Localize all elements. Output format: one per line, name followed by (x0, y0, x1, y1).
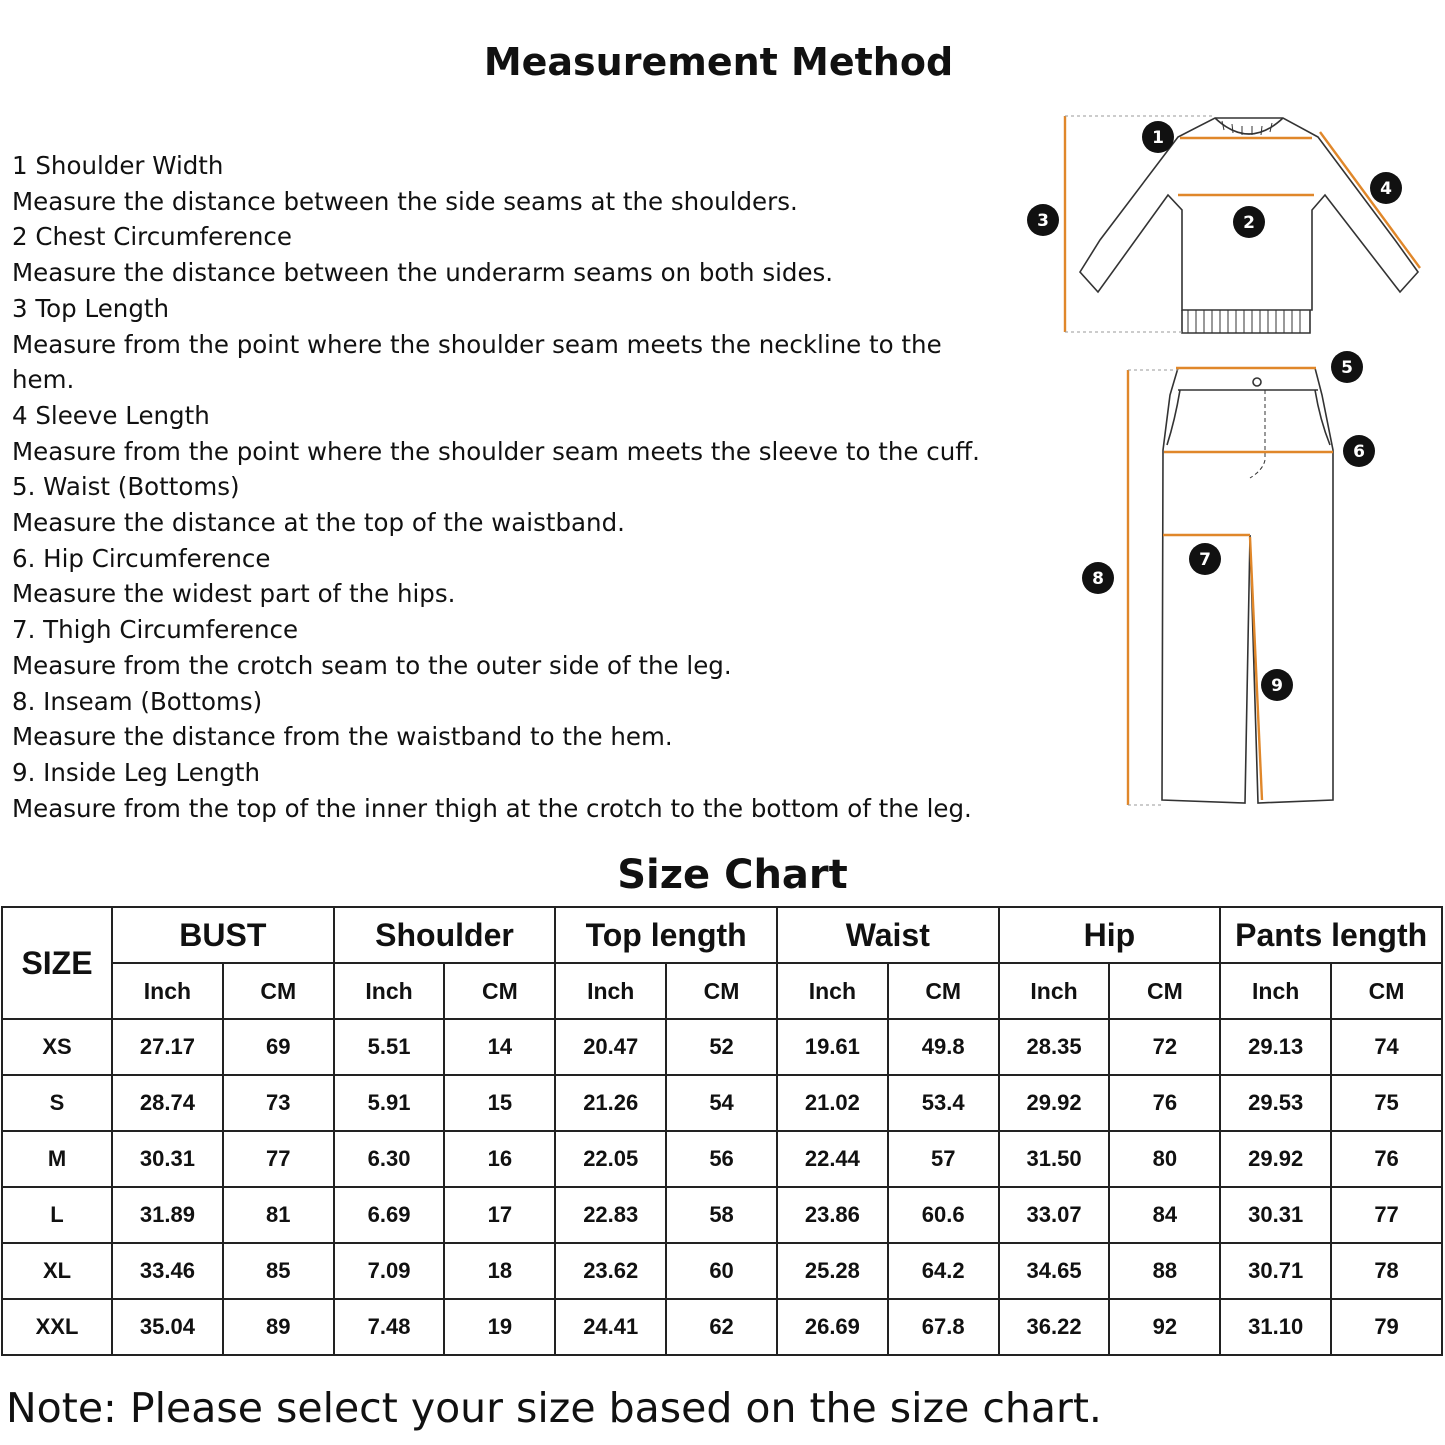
svg-text:6: 6 (1353, 442, 1365, 462)
table-cell: 67.8 (888, 1299, 999, 1355)
table-cell: 7.09 (334, 1243, 445, 1299)
table-cell: 49.8 (888, 1019, 999, 1075)
table-cell: 22.83 (555, 1187, 666, 1243)
svg-text:8: 8 (1092, 569, 1104, 589)
group-header-shoulder: Shoulder (334, 907, 556, 963)
table-cell: 62 (666, 1299, 777, 1355)
table-cell: 30.71 (1220, 1243, 1331, 1299)
size-table-body (2, 1019, 1442, 1355)
table-cell: 22.05 (555, 1131, 666, 1187)
measurement-instructions (12, 148, 1002, 826)
method-text-8: Measure the distance from the waistband to the hem. (12, 722, 673, 752)
garment-measurement-diagram (1010, 100, 1440, 820)
table-cell: 75 (1331, 1075, 1442, 1131)
unit-header-row (2, 963, 1442, 1019)
table-cell: 81 (223, 1187, 334, 1243)
table-cell: 29.13 (1220, 1019, 1331, 1075)
table-cell: 72 (1109, 1019, 1220, 1075)
unit-header: CM (666, 963, 777, 1019)
svg-text:1: 1 (1152, 128, 1164, 148)
table-cell: 76 (1109, 1075, 1220, 1131)
table-cell: 76 (1331, 1131, 1442, 1187)
badge-4-icon (1370, 172, 1402, 204)
unit-header: Inch (112, 963, 223, 1019)
table-cell: 57 (888, 1131, 999, 1187)
table-cell: 60.6 (888, 1187, 999, 1243)
group-header-pants-length: Pants length (1220, 907, 1442, 963)
method-heading-3: 3 Top Length (12, 293, 170, 323)
table-cell: 33.46 (112, 1243, 223, 1299)
table-cell: 54 (666, 1075, 777, 1131)
badge-1-icon (1142, 121, 1174, 153)
table-cell: 88 (1109, 1243, 1220, 1299)
svg-text:5: 5 (1341, 358, 1353, 378)
unit-header: CM (1109, 963, 1220, 1019)
unit-header: CM (1331, 963, 1442, 1019)
table-cell: 35.04 (112, 1299, 223, 1355)
table-cell: 24.41 (555, 1299, 666, 1355)
table-row (2, 1299, 1442, 1355)
table-row (2, 1131, 1442, 1187)
badge-8-icon (1082, 562, 1114, 594)
table-cell: 84 (1109, 1187, 1220, 1243)
table-cell: 77 (1331, 1187, 1442, 1243)
table-cell: 18 (444, 1243, 555, 1299)
table-cell: 16 (444, 1131, 555, 1187)
badge-7-icon (1189, 543, 1221, 575)
size-label-cell: L (2, 1187, 112, 1243)
table-cell: 34.65 (999, 1243, 1110, 1299)
method-text-6: Measure the widest part of the hips. (12, 579, 456, 609)
table-cell: 56 (666, 1131, 777, 1187)
table-cell: 73 (223, 1075, 334, 1131)
table-cell: 80 (1109, 1131, 1220, 1187)
table-cell: 25.28 (777, 1243, 888, 1299)
badge-3-icon (1027, 204, 1059, 236)
table-cell: 28.35 (999, 1019, 1110, 1075)
table-cell: 31.10 (1220, 1299, 1331, 1355)
badge-2-icon (1233, 206, 1265, 238)
unit-header: Inch (334, 963, 445, 1019)
table-cell: 74 (1331, 1019, 1442, 1075)
method-heading-5: 5. Waist (Bottoms) (12, 472, 240, 502)
table-cell: 29.92 (1220, 1131, 1331, 1187)
table-cell: 7.48 (334, 1299, 445, 1355)
table-row (2, 1243, 1442, 1299)
pants-measure-lines (1128, 368, 1333, 805)
table-cell: 5.91 (334, 1075, 445, 1131)
size-chart-table (1, 906, 1443, 1356)
table-row (2, 1019, 1442, 1075)
group-header-top-length: Top length (555, 907, 777, 963)
method-text-4: Measure from the point where the shoulder seam meets the sleeve to the cuff. (12, 436, 980, 466)
table-cell: 36.22 (999, 1299, 1110, 1355)
group-header-hip: Hip (999, 907, 1221, 963)
method-heading-8: 8. Inseam (Bottoms) (12, 686, 263, 716)
badge-9-icon (1261, 669, 1293, 701)
size-note: Note: Please select your size based on the size chart. (6, 1384, 1102, 1432)
table-cell: 26.69 (777, 1299, 888, 1355)
table-cell: 58 (666, 1187, 777, 1243)
method-text-9: Measure from the top of the inner thigh at the crotch to the bottom of the leg. (12, 793, 972, 823)
unit-header: CM (444, 963, 555, 1019)
table-cell: 5.51 (334, 1019, 445, 1075)
table-cell: 89 (223, 1299, 334, 1355)
table-cell: 14 (444, 1019, 555, 1075)
size-chart-title: Size Chart (617, 852, 848, 898)
table-cell: 19.61 (777, 1019, 888, 1075)
table-cell: 79 (1331, 1299, 1442, 1355)
method-text-2: Measure the distance between the underarm seams on both sides. (12, 258, 834, 288)
size-label-cell: XXL (2, 1299, 112, 1355)
table-cell: 21.26 (555, 1075, 666, 1131)
table-cell: 23.62 (555, 1243, 666, 1299)
size-label-cell: S (2, 1075, 112, 1131)
table-cell: 27.17 (112, 1019, 223, 1075)
size-label-cell: XS (2, 1019, 112, 1075)
table-cell: 69 (223, 1019, 334, 1075)
unit-header: Inch (777, 963, 888, 1019)
table-cell: 20.47 (555, 1019, 666, 1075)
unit-header: CM (888, 963, 999, 1019)
unit-header: Inch (1220, 963, 1331, 1019)
method-text-1: Measure the distance between the side seams at the shoulders. (12, 186, 798, 216)
svg-text:7: 7 (1199, 550, 1211, 570)
table-cell: 31.89 (112, 1187, 223, 1243)
table-cell: 52 (666, 1019, 777, 1075)
table-cell: 53.4 (888, 1075, 999, 1131)
size-label-cell: XL (2, 1243, 112, 1299)
table-row (2, 1187, 1442, 1243)
table-cell: 64.2 (888, 1243, 999, 1299)
table-cell: 28.74 (112, 1075, 223, 1131)
table-cell: 77 (223, 1131, 334, 1187)
badge-5-icon (1331, 351, 1363, 383)
pants-illustration (1162, 368, 1333, 803)
svg-text:4: 4 (1380, 179, 1392, 199)
table-cell: 29.92 (999, 1075, 1110, 1131)
group-header-row (2, 907, 1442, 963)
unit-header: Inch (999, 963, 1110, 1019)
method-heading-2: 2 Chest Circumference (12, 222, 292, 252)
table-cell: 19 (444, 1299, 555, 1355)
table-cell: 85 (223, 1243, 334, 1299)
group-header-waist: Waist (777, 907, 999, 963)
group-header-bust: BUST (112, 907, 334, 963)
method-text-5: Measure the distance at the top of the waistband. (12, 508, 625, 538)
table-cell: 30.31 (1220, 1187, 1331, 1243)
table-cell: 6.69 (334, 1187, 445, 1243)
method-heading-4: 4 Sleeve Length (12, 400, 210, 430)
method-heading-6: 6. Hip Circumference (12, 543, 271, 573)
table-cell: 31.50 (999, 1131, 1110, 1187)
unit-header: Inch (555, 963, 666, 1019)
table-cell: 92 (1109, 1299, 1220, 1355)
table-cell: 15 (444, 1075, 555, 1131)
svg-text:9: 9 (1271, 676, 1283, 696)
table-cell: 29.53 (1220, 1075, 1331, 1131)
badge-6-icon (1343, 435, 1375, 467)
table-cell: 78 (1331, 1243, 1442, 1299)
method-heading-1: 1 Shoulder Width (12, 151, 224, 180)
page-title: Measurement Method (483, 40, 954, 84)
size-label-cell: M (2, 1131, 112, 1187)
method-text-7: Measure from the crotch seam to the outer side of the leg. (12, 650, 732, 680)
unit-header: CM (223, 963, 334, 1019)
svg-text:2: 2 (1243, 213, 1255, 233)
size-column-header: SIZE (2, 907, 112, 1019)
table-cell: 30.31 (112, 1131, 223, 1187)
table-cell: 6.30 (334, 1131, 445, 1187)
table-row (2, 1075, 1442, 1131)
table-cell: 17 (444, 1187, 555, 1243)
table-cell: 22.44 (777, 1131, 888, 1187)
method-text-3: Measure from the point where the shoulder seam meets the neckline to the hem. (12, 329, 942, 395)
table-cell: 60 (666, 1243, 777, 1299)
svg-text:3: 3 (1037, 211, 1049, 231)
method-heading-9: 9. Inside Leg Length (12, 757, 261, 787)
table-cell: 23.86 (777, 1187, 888, 1243)
method-heading-7: 7. Thigh Circumference (12, 615, 299, 645)
table-cell: 33.07 (999, 1187, 1110, 1243)
table-cell: 21.02 (777, 1075, 888, 1131)
